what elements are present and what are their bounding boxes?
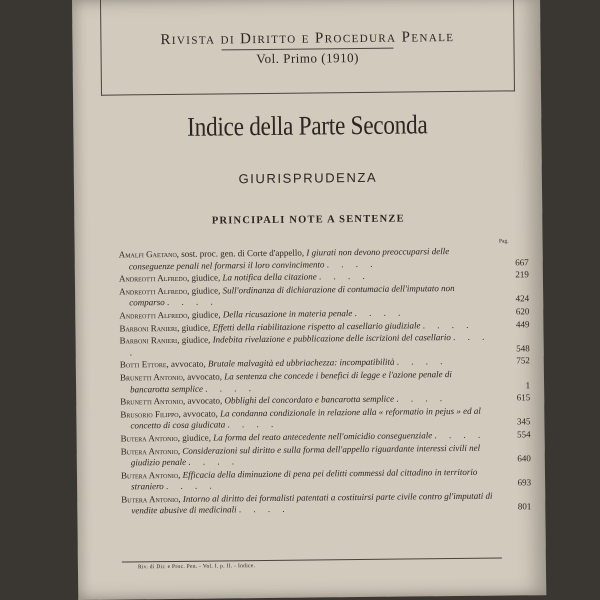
entry-author: Butera Antonio — [120, 469, 179, 481]
entry-author: Butera Antonio — [120, 445, 178, 457]
entry-title: Obblighi del concordato e bancarotta semplice — [224, 393, 395, 406]
entry-page: 345 — [516, 416, 531, 427]
journal-header — [100, 0, 515, 96]
entry-author: Andreotti Alfredo — [119, 309, 188, 321]
entry-title: Indebita rivelazione e pubblicazione delle iscrizioni del casellario — [212, 332, 451, 345]
index-entry: Amalfi Gaetano, sost. proc. gen. di Corte d'appello, I giurati non devono preoccuparsi delle conseguenze penali nel formarsi il loro convincimento . . . . 667 — [118, 246, 529, 272]
entry-author: Brunetti Antonio — [119, 371, 183, 383]
entry-author: Barboni Ranieri — [119, 322, 178, 334]
document-page — [72, 0, 546, 600]
entry-page: 752 — [516, 355, 530, 366]
entry-author: Andreotti Alfredo — [118, 272, 188, 284]
index-entry: Brunetti Antonio, avvocato, La sentenza che concede i benefici di legge e l'azione penale di bancarotta semplice . . . . 1 — [119, 368, 531, 394]
index-entry: Barboni Ranieri, giudice, Indebita rivelazione e pubblicazione delle iscrizioni del casellario . . . . 548 — [119, 331, 530, 358]
entry-author: Butera Antonio — [120, 432, 178, 444]
entry-page: 667 — [515, 256, 529, 267]
entry-page: 424 — [515, 293, 530, 304]
journal-title: Rivista di Diritto e Procedura Penale — [160, 28, 455, 49]
footer-rule — [122, 558, 502, 563]
entry-role: , avvocato, — [178, 408, 221, 419]
entry-role: , giudice, — [177, 334, 213, 346]
entry-page: 1 — [525, 379, 531, 390]
index-entry: Brusorio Filippo, avvocato, La condanna condizionale in relazione alla « reformatio in pejus » ed al concetto di cosa giudicata . . . . 345 — [120, 405, 531, 431]
entry-title: La condanna condizionale in relazione alla « reformatio in pejus » ed al concetto di cosa giudicata — [130, 405, 481, 431]
entry-title: La forma del reato antecedente nell'omicidio conseguenziale — [213, 430, 433, 443]
entry-author: Butera Antonio — [121, 493, 179, 505]
index-entry: Andreotti Alfredo, giudice, Sull'ordinanza di dichiarazione di contumacia dell'imputato non comparso . . . . 424 — [119, 282, 530, 308]
entry-role: , avvocato, — [166, 358, 208, 370]
entry-author: Brunetti Antonio — [120, 395, 184, 407]
entry-title: Considerazioni sul diritto e sulla forma dell'appello riguardante interessi civili nel giudizio penale — [130, 442, 481, 468]
volume-label: Vol. Primo (1910) — [256, 49, 359, 67]
entry-role: , giudice, — [176, 322, 213, 333]
entry-role: , giudice, — [187, 285, 223, 296]
index-entry: Butera Antonio, Intorno al diritto dei formalisti patentati a costituirsi parte civile contro gl'imputati di vendite abusive di medicinali . . . . 801 — [121, 490, 532, 516]
page-title: Indice della Parte Seconda — [187, 109, 428, 142]
sub-heading: PRINCIPALI NOTE A SENTENZE — [211, 213, 405, 227]
entry-page: 801 — [517, 501, 532, 512]
index-entry: Butera Antonio, giudice, La forma del reato antecedente nell'omicidio conseguenziale . . . . 554 — [120, 429, 531, 444]
entry-role: , sost. proc. gen. di Corte d'appello, — [176, 247, 307, 259]
index-entries — [118, 246, 532, 519]
page-column-label: Pag. — [498, 238, 509, 245]
entry-page: 554 — [517, 429, 531, 440]
entry-role: , avvocato, — [182, 395, 225, 406]
index-entry: Andreotti Alfredo, giudice, Della ricusazione in materia penale . . . . 620 — [119, 306, 530, 321]
page-footer: Riv. di Dir. e Proc. Pen. - Vol. I. p. II. - Indice. — [137, 563, 256, 571]
entry-role: , — [178, 469, 183, 480]
entry-title: I giurati non devono preoccuparsi delle conseguenze penali nel formarsi il loro convincimento — [128, 246, 450, 272]
entry-title: Effetti della riabilitazione rispetto al casellario giudiziale — [212, 319, 421, 333]
entry-title: Sull'ordinanza di dichiarazione di contumacia dell'imputato non comparso — [129, 282, 455, 308]
entry-title: Della ricusazione in materia penale — [222, 308, 353, 320]
entry-role: , — [177, 445, 183, 456]
entry-role: , giudice, — [186, 272, 223, 283]
index-entry: Botti Ettore, avvocato, Brutale malvagità ed ubbriachezza: incompatibilità . . . . 752 — [119, 355, 530, 370]
section-heading: GIURISPRUDENZA — [238, 169, 378, 187]
index-entry: Brunetti Antonio, avvocato, Obblighi del concordato e bancarotta semplice . . . . 615 — [120, 392, 531, 407]
index-entry: Butera Antonio, Efficacia della diminuzione di pena pei delitti commessi dal cittadino in territorio straniero . . . . 693 — [120, 466, 532, 492]
entry-page: 640 — [517, 453, 531, 464]
entry-author: Brusorio Filippo — [120, 408, 179, 420]
entry-title: Brutale malvagità ed ubbriachezza: incompatibilità — [207, 356, 395, 369]
index-entry: Barboni Ranieri, giudice, Effetti della riabilitazione rispetto al casellario giudiziale . . . . 449 — [119, 318, 530, 334]
entry-role: , — [178, 493, 183, 504]
entry-page: 693 — [517, 477, 532, 488]
entry-page: 219 — [515, 269, 529, 280]
entry-page: 449 — [515, 318, 530, 329]
entry-title: Intorno al diritto dei formalisti patentati a costituirsi parte civile contro gl'imputati di vendite abusive di medicinali — [131, 490, 493, 516]
entry-author: Barboni Ranieri — [119, 335, 178, 346]
entry-author: Amalfi Gaetano — [118, 248, 177, 260]
entry-page: 615 — [516, 392, 531, 403]
entry-role: , avvocato, — [182, 371, 225, 382]
entry-title: Efficacia della diminuzione di pena pei delitti commessi dal cittadino in territorio straniero — [131, 466, 478, 492]
entry-page: 620 — [515, 306, 530, 317]
entry-title: La sentenza che concede i benefici di legge e l'azione penale di bancarotta semplice — [130, 368, 452, 394]
entry-page: 548 — [516, 342, 530, 354]
entry-role: , giudice, — [177, 432, 214, 443]
entry-author: Andreotti Alfredo — [119, 285, 188, 297]
entry-title: La notifica della citazione — [222, 271, 317, 283]
index-entry: Andreotti Alfredo, giudice, La notifica della citazione . . . . 219 — [118, 269, 529, 284]
entry-author: Botti Ettore — [119, 359, 167, 370]
entry-role: , giudice, — [187, 309, 223, 320]
index-entry: Butera Antonio, Considerazioni sul diritto e sulla forma dell'appello riguardante interessi civili nel giudizio penale . . . . 640 — [120, 442, 531, 468]
